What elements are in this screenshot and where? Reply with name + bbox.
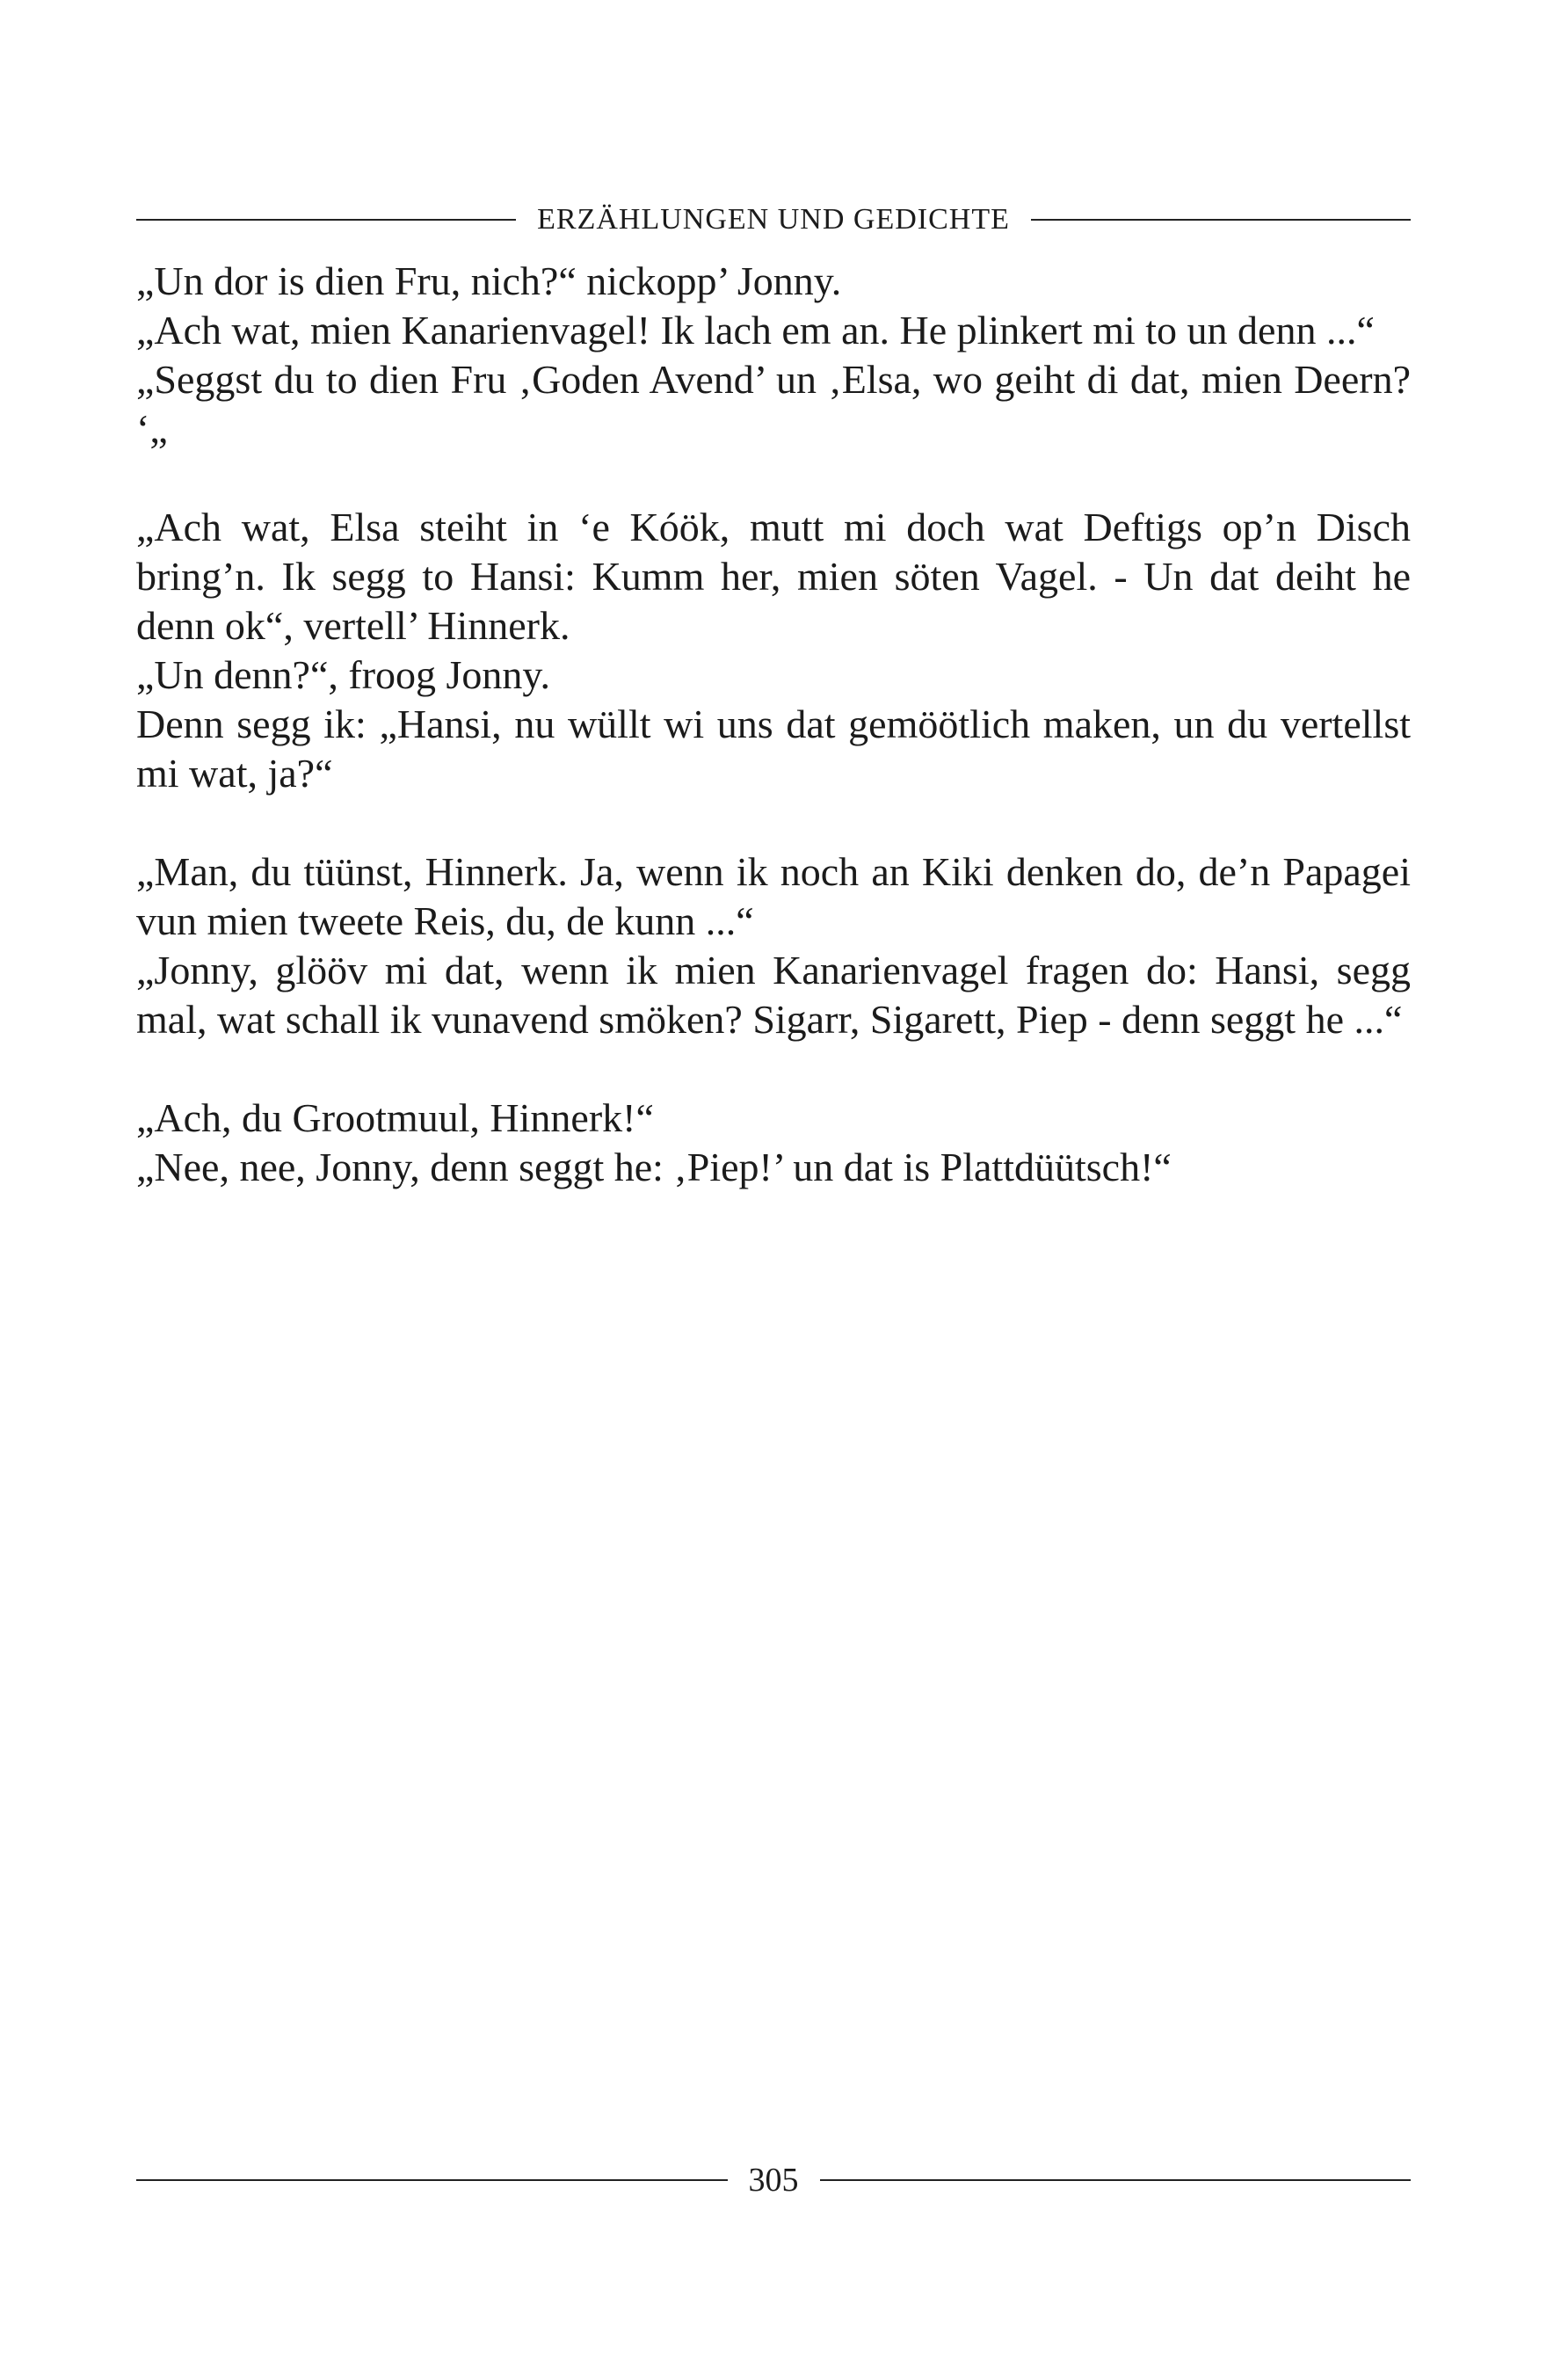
header-rule-left bbox=[136, 219, 516, 221]
paragraph: Denn segg ik: „Hansi, nu wüllt wi uns dat gemöötlich maken, un du vertellst mi wat, ja?“ bbox=[136, 702, 1411, 796]
header-title: ERZÄHLUNGEN UND GEDICHTE bbox=[537, 203, 1010, 236]
paragraph: „Un dor is dien Fru, nich?“ nickopp’ Jonny. bbox=[136, 258, 842, 303]
paragraph: „Seggst du to dien Fru ‚Goden Avend’ un ‚Elsa, wo geiht di dat, mien Deern? ‘„ bbox=[136, 357, 1411, 451]
paragraph: „Ach wat, Elsa steiht in ‘e Kóök, mutt mi doch wat Deftigs op’n Disch bring’n. Ik segg to Hansi: Kumm her, mien söten Vagel. - Un dat deiht he denn ok“, vertell’ Hinnerk. bbox=[136, 505, 1411, 648]
paragraph: „Nee, nee, Jonny, denn seggt he: ‚Piep!’ un dat is Plattdüütsch!“ bbox=[136, 1145, 1172, 1189]
body-text bbox=[136, 257, 1411, 1192]
paragraph: „Man, du tüünst, Hinnerk. Ja, wenn ik noch an Kiki denken do, de’n Papagei vun mien tweete Reis, du, de kunn ...“ bbox=[136, 849, 1411, 943]
footer-rule-right bbox=[820, 2179, 1412, 2181]
footer-rule-left bbox=[136, 2179, 728, 2181]
paragraph: „Jonny, glööv mi dat, wenn ik mien Kanarienvagel fragen do: Hansi, segg mal, wat schall ik vunavend smöken? Sigarr, Sigarett, Piep - denn seggt he ...“ bbox=[136, 948, 1411, 1042]
paragraph: „Ach wat, mien Kanarienvagel! Ik lach em an. He plinkert mi to un denn ...“ bbox=[136, 308, 1375, 353]
paragraph: „Ach, du Grootmuul, Hinnerk!“ bbox=[136, 1095, 654, 1140]
running-header bbox=[136, 195, 1411, 244]
page-number: 305 bbox=[748, 2162, 799, 2199]
page-footer bbox=[136, 2156, 1411, 2205]
paragraph: „Un denn?“, froog Jonny. bbox=[136, 652, 550, 697]
header-rule-right bbox=[1031, 219, 1411, 221]
